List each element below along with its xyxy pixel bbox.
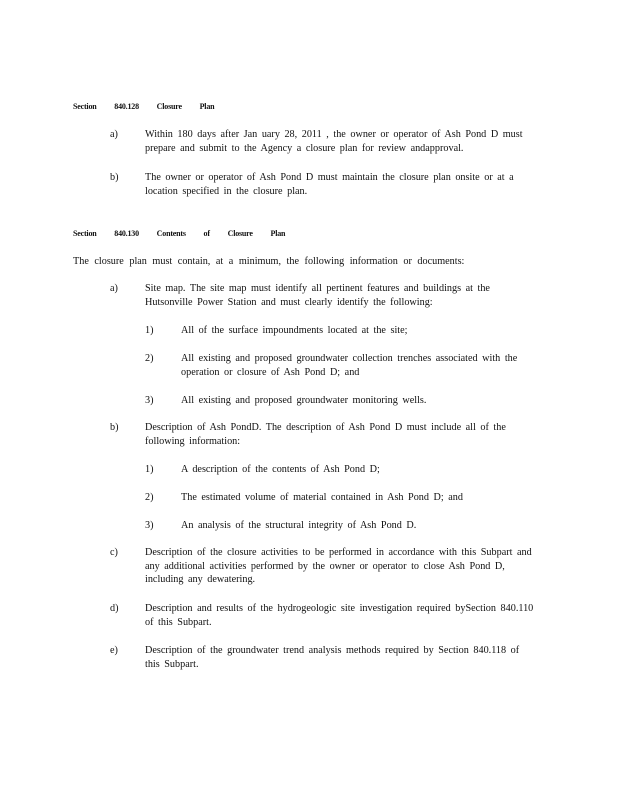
subitem-label: 1) (145, 325, 154, 336)
subitem-text: All of the surface impoundments located at the site; (181, 325, 408, 336)
subitem-label: 1) (145, 464, 154, 475)
item-text: Description of the groundwater trend analysis methods required by Section 840.118 of this Subpart. (145, 645, 520, 670)
item-label: a) (110, 129, 118, 140)
subitem-text: The estimated volume of material contained in Ash Pond D; and (181, 492, 463, 503)
subitem-label: 3) (145, 520, 154, 531)
item-text: Description of the closure activities to be performed in accordance with this Subpart and any additional activities performed by the owner or operator to close Ash Pond D, including any dewatering. (145, 547, 532, 585)
item-text: Description of Ash PondD. The description of Ash Pond D must include all of the following information: (145, 422, 506, 447)
subitem-text: An analysis of the structural integrity of Ash Pond D. (181, 520, 417, 531)
subitem-label: 2) (145, 353, 154, 364)
section-heading-840-130: Section 840.130 Contents of Closure Plan (73, 229, 286, 238)
item-text: The owner or operator of Ash Pond D must maintain the closure plan onsite or at a location specified in the closure plan. (145, 172, 514, 197)
item-text: Description and results of the hydrogeologic site investigation required bySection 840.110 of this Subpart. (145, 603, 534, 628)
item-label: e) (110, 645, 118, 656)
item-label: c) (110, 547, 118, 558)
item-label: a) (110, 283, 118, 294)
subitem-label: 3) (145, 395, 154, 406)
section-intro: The closure plan must contain, at a minimum, the following information or documents: (73, 256, 465, 267)
item-label: d) (110, 603, 119, 614)
subitem-text: All existing and proposed groundwater collection trenches associated with the operation or closure of Ash Pond D; and (181, 353, 518, 378)
item-text: Site map. The site map must identify all pertinent features and buildings at the Hutsonville Power Station and must clearly identify the following: (145, 283, 490, 308)
section-heading-840-128: Section 840.128 Closure Plan (73, 102, 215, 111)
item-label: b) (110, 172, 119, 183)
item-text: Within 180 days after Jan uary 28, 2011 , the owner or operator of Ash Pond D must prepare and submit to the Agency a closure plan for review andapproval. (145, 129, 523, 154)
subitem-label: 2) (145, 492, 154, 503)
subitem-text: All existing and proposed groundwater monitoring wells. (181, 395, 427, 406)
item-label: b) (110, 422, 119, 433)
subitem-text: A description of the contents of Ash Pond D; (181, 464, 380, 475)
